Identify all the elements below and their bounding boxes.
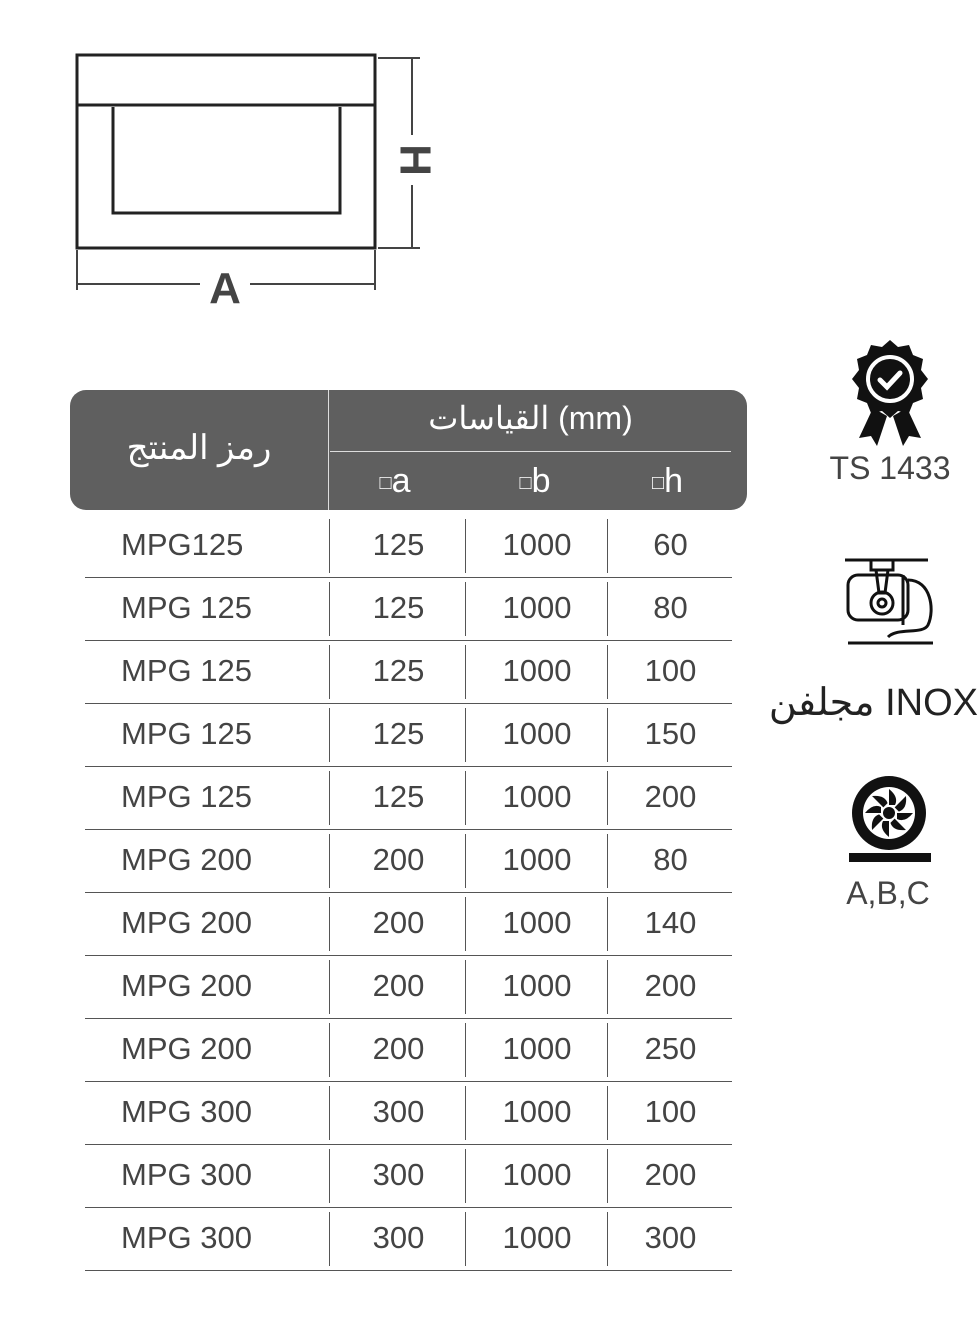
dim-b-cell: 1000 bbox=[465, 519, 608, 573]
dim-a-cell: 200 bbox=[329, 834, 467, 888]
product-code-cell: MPG 300 bbox=[121, 1157, 252, 1192]
dim-h-cell: 100 bbox=[607, 1086, 733, 1140]
dim-a-cell: 200 bbox=[329, 897, 467, 951]
dim-h-cell: 250 bbox=[607, 1023, 733, 1077]
table-row bbox=[85, 704, 732, 767]
product-code-cell: MPG 300 bbox=[121, 1220, 252, 1255]
dim-b-cell: 1000 bbox=[465, 960, 608, 1014]
table-body bbox=[85, 515, 732, 1271]
dim-h-cell: 140 bbox=[607, 897, 733, 951]
dim-h-cell: 60 bbox=[607, 519, 733, 573]
table-row bbox=[85, 830, 732, 893]
dim-a-cell: 300 bbox=[329, 1086, 467, 1140]
galvanized-caster-icon bbox=[843, 555, 938, 650]
dim-h-cell: 150 bbox=[607, 708, 733, 762]
wheel-icon bbox=[845, 775, 935, 865]
product-code-cell: MPG 125 bbox=[121, 716, 252, 751]
dim-h-cell: 80 bbox=[607, 582, 733, 636]
dim-a-cell: 200 bbox=[329, 1023, 467, 1077]
dim-b-cell: 1000 bbox=[465, 582, 608, 636]
table-row bbox=[85, 515, 732, 578]
table-row bbox=[85, 956, 732, 1019]
dim-a-cell: 125 bbox=[329, 645, 467, 699]
dim-b-cell: 1000 bbox=[465, 645, 608, 699]
dim-h-cell: 100 bbox=[607, 645, 733, 699]
table-row bbox=[85, 1145, 732, 1208]
table-row bbox=[85, 893, 732, 956]
table-row bbox=[85, 1019, 732, 1082]
col-b-header: □b bbox=[519, 462, 551, 500]
product-code-cell: MPG125 bbox=[121, 527, 244, 562]
product-code-cell: MPG 125 bbox=[121, 590, 252, 625]
dim-b-cell: 1000 bbox=[465, 771, 608, 825]
channel-dimension-diagram bbox=[60, 45, 450, 315]
dim-a-cell: 200 bbox=[329, 960, 467, 1014]
dim-a-cell: 300 bbox=[329, 1149, 467, 1203]
table-row bbox=[85, 641, 732, 704]
width-label: A bbox=[209, 264, 241, 313]
product-code-cell: MPG 200 bbox=[121, 968, 252, 1003]
load-class-label: A,B,C bbox=[846, 875, 930, 911]
product-code-cell: MPG 300 bbox=[121, 1094, 252, 1129]
table-row bbox=[85, 1082, 732, 1145]
table-row bbox=[85, 578, 732, 641]
product-code-cell: MPG 125 bbox=[121, 779, 252, 814]
certificate-badge-icon bbox=[845, 338, 935, 450]
dim-h-cell: 80 bbox=[607, 834, 733, 888]
product-code-cell: MPG 200 bbox=[121, 1031, 252, 1066]
dim-b-cell: 1000 bbox=[465, 708, 608, 762]
dim-a-cell: 300 bbox=[329, 1212, 467, 1266]
dim-b-cell: 1000 bbox=[465, 834, 608, 888]
dimensions-header: القياسات (mm) bbox=[428, 400, 633, 436]
dim-b-cell: 1000 bbox=[465, 897, 608, 951]
dim-a-cell: 125 bbox=[329, 771, 467, 825]
dim-a-cell: 125 bbox=[329, 582, 467, 636]
table-row bbox=[85, 767, 732, 830]
dim-h-cell: 200 bbox=[607, 1149, 733, 1203]
dim-b-cell: 1000 bbox=[465, 1212, 608, 1266]
product-code-cell: MPG 200 bbox=[121, 905, 252, 940]
divider bbox=[328, 390, 329, 510]
dim-b-cell: 1000 bbox=[465, 1023, 608, 1077]
dim-a-cell: 125 bbox=[329, 519, 467, 573]
col-a-header: □a bbox=[379, 462, 411, 500]
dim-a-cell: 125 bbox=[329, 708, 467, 762]
product-code-cell: MPG 125 bbox=[121, 653, 252, 688]
height-label: H bbox=[390, 144, 440, 176]
material-label: INOX مجلفن bbox=[768, 682, 978, 724]
standard-label: TS 1433 bbox=[829, 450, 951, 486]
dim-b-cell: 1000 bbox=[465, 1086, 608, 1140]
dim-h-cell: 200 bbox=[607, 960, 733, 1014]
col-h-header: □h bbox=[651, 462, 683, 500]
table-row bbox=[85, 1208, 732, 1271]
table-header bbox=[70, 390, 747, 510]
dim-h-cell: 300 bbox=[607, 1212, 733, 1266]
dim-b-cell: 1000 bbox=[465, 1149, 608, 1203]
dim-h-cell: 200 bbox=[607, 771, 733, 825]
product-code-header: رمز المنتج bbox=[126, 429, 272, 467]
product-code-cell: MPG 200 bbox=[121, 842, 252, 877]
